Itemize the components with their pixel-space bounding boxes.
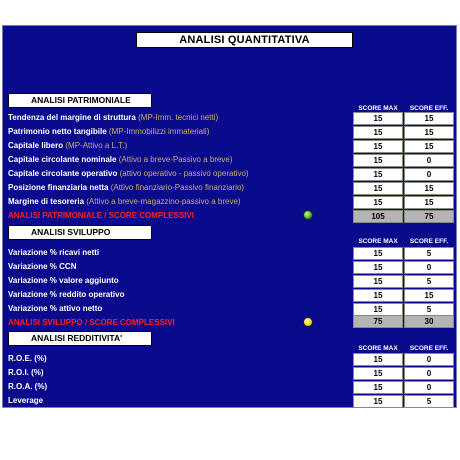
total-score-max-cell: 105 [353, 210, 403, 223]
total-score-max-cell: 75 [353, 315, 403, 328]
column-header-score-max: SCORE MAX [358, 238, 398, 245]
row-label: Leverage [8, 396, 44, 405]
score-max-cell[interactable]: 15 [353, 261, 403, 274]
score-max-cell[interactable]: 15 [353, 395, 403, 408]
score-eff-cell[interactable]: 0 [404, 168, 454, 181]
summary-label-sviluppo: ANALISI SVILUPPO / SCORE COMPLESSIVI [8, 318, 175, 327]
score-max-cell[interactable]: 15 [353, 289, 403, 302]
column-header-score-eff: SCORE EFF. [409, 345, 449, 352]
score-max-cell[interactable]: 15 [353, 126, 403, 139]
row-label: Posizione finanziaria netta (Attivo finanziario-Passivo finanziario) [8, 183, 245, 192]
score-max-cell[interactable]: 15 [353, 196, 403, 209]
row-label: Variazione % attivo netto [8, 304, 103, 313]
status-indicator-yellow-icon [303, 317, 313, 327]
column-header-score-eff: SCORE EFF. [409, 105, 449, 112]
row-label: Variazione % valore aggiunto [8, 276, 119, 285]
column-header-score-max: SCORE MAX [358, 105, 398, 112]
row-label: Tendenza del margine di struttura (MP-Imm. tecnici netti) [8, 113, 219, 122]
score-eff-cell[interactable]: 0 [404, 154, 454, 167]
score-max-cell[interactable]: 15 [353, 112, 403, 125]
section-heading-patrimoniale: ANALISI PATRIMONIALE [8, 93, 152, 108]
score-max-cell[interactable]: 15 [353, 182, 403, 195]
score-eff-cell[interactable]: 5 [404, 303, 454, 316]
score-eff-cell[interactable]: 5 [404, 247, 454, 260]
score-eff-cell[interactable]: 5 [404, 275, 454, 288]
score-max-cell[interactable]: 15 [353, 247, 403, 260]
score-eff-cell[interactable]: 0 [404, 261, 454, 274]
score-max-cell[interactable]: 15 [353, 154, 403, 167]
row-label: Margine di tesoreria (Attivo a breve-magazzino-passivo a breve) [8, 197, 241, 206]
column-header-score-eff: SCORE EFF. [409, 238, 449, 245]
row-label: Capitale circolante operativo (attivo operativo - passivo operativo) [8, 169, 249, 178]
row-label: Capitale circolante nominale (Attivo a breve-Passivo a breve) [8, 155, 233, 164]
score-eff-cell[interactable]: 15 [404, 182, 454, 195]
score-max-cell[interactable]: 15 [353, 303, 403, 316]
row-label: R.O.I. (%) [8, 368, 44, 377]
score-max-cell[interactable]: 15 [353, 353, 403, 366]
score-max-cell[interactable]: 15 [353, 168, 403, 181]
column-header-score-max: SCORE MAX [358, 345, 398, 352]
score-max-cell[interactable]: 15 [353, 381, 403, 394]
status-indicator-green-icon [303, 210, 313, 220]
score-eff-cell[interactable]: 5 [404, 395, 454, 408]
score-eff-cell[interactable]: 15 [404, 140, 454, 153]
score-eff-cell[interactable]: 15 [404, 289, 454, 302]
score-eff-cell[interactable]: 15 [404, 112, 454, 125]
section-heading-redditivita: ANALISI REDDITIVITA' [8, 331, 152, 346]
row-label: Capitale libero (MP-Attivo a L.T.) [8, 141, 128, 150]
score-eff-cell[interactable]: 0 [404, 381, 454, 394]
score-eff-cell[interactable]: 0 [404, 353, 454, 366]
row-label: R.O.E. (%) [8, 354, 47, 363]
total-score-eff-cell: 75 [404, 210, 454, 223]
total-score-eff-cell: 30 [404, 315, 454, 328]
score-max-cell[interactable]: 15 [353, 140, 403, 153]
page-title: ANALISI QUANTITATIVA [136, 32, 353, 48]
row-label: Patrimonio netto tangibile (MP-Immobilizzi immateriali) [8, 127, 210, 136]
row-label: Variazione % ricavi netti [8, 248, 100, 257]
row-label: R.O.A. (%) [8, 382, 48, 391]
summary-label-patrimoniale: ANALISI PATRIMONIALE / SCORE COMPLESSIVI [8, 211, 194, 220]
score-max-cell[interactable]: 15 [353, 367, 403, 380]
section-heading-sviluppo: ANALISI SVILUPPO [8, 225, 152, 240]
score-eff-cell[interactable]: 0 [404, 367, 454, 380]
score-eff-cell[interactable]: 15 [404, 196, 454, 209]
row-label: Variazione % CCN [8, 262, 77, 271]
row-label: Variazione % reddito operativo [8, 290, 125, 299]
score-max-cell[interactable]: 15 [353, 275, 403, 288]
score-eff-cell[interactable]: 15 [404, 126, 454, 139]
